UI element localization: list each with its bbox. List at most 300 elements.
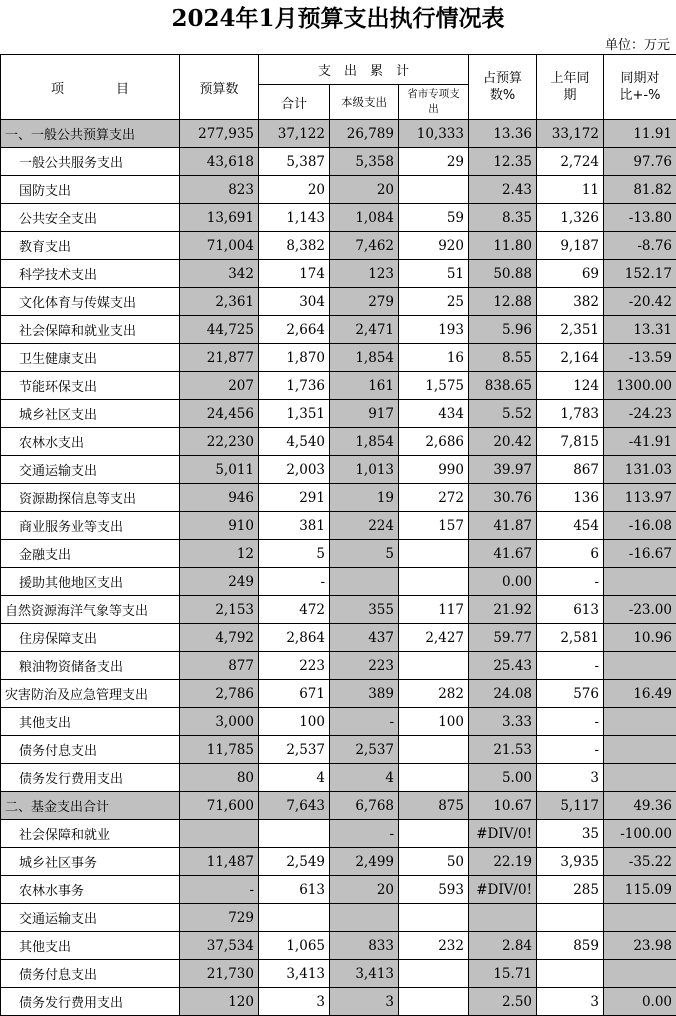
row-name-cell: 交通运输支出 bbox=[1, 456, 180, 484]
table-row bbox=[1, 932, 676, 960]
pct-cell: 25.43 bbox=[469, 652, 537, 680]
yoy-cell bbox=[604, 736, 676, 764]
yoy-cell: 49.36 bbox=[604, 792, 676, 820]
provincial-cell bbox=[399, 988, 469, 1016]
pct-cell: #DIV/0! bbox=[469, 820, 537, 848]
last-year-cell: 136 bbox=[537, 484, 604, 512]
total-cell: 1,065 bbox=[259, 932, 330, 960]
table-row bbox=[1, 820, 676, 848]
yoy-cell: 23.98 bbox=[604, 932, 676, 960]
last-year-cell: 1,326 bbox=[537, 204, 604, 232]
provincial-cell: 10,333 bbox=[399, 120, 469, 148]
row-name-cell: 社会保障和就业 bbox=[1, 820, 180, 848]
local-cell: 7,462 bbox=[330, 232, 399, 260]
row-name-cell: 债务发行费用支出 bbox=[1, 988, 180, 1016]
table-row bbox=[1, 792, 676, 820]
pct-cell: 41.87 bbox=[469, 512, 537, 540]
budget-cell: 44,725 bbox=[180, 316, 259, 344]
pct-cell: 41.67 bbox=[469, 540, 537, 568]
pct-cell: #DIV/0! bbox=[469, 876, 537, 904]
budget-cell: 71,004 bbox=[180, 232, 259, 260]
provincial-cell bbox=[399, 736, 469, 764]
header-yoy: 同期对比+-% bbox=[604, 55, 676, 120]
budget-cell bbox=[180, 820, 259, 848]
local-cell bbox=[330, 904, 399, 932]
last-year-cell: 859 bbox=[537, 932, 604, 960]
last-year-cell: 454 bbox=[537, 512, 604, 540]
budget-cell: 80 bbox=[180, 764, 259, 792]
yoy-cell: -8.76 bbox=[604, 232, 676, 260]
budget-cell: 3,000 bbox=[180, 708, 259, 736]
budget-cell: 13,691 bbox=[180, 204, 259, 232]
table-row bbox=[1, 512, 676, 540]
last-year-cell: 2,724 bbox=[537, 148, 604, 176]
total-cell: 613 bbox=[259, 876, 330, 904]
budget-cell: 21,730 bbox=[180, 960, 259, 988]
local-cell: 355 bbox=[330, 596, 399, 624]
provincial-cell: 272 bbox=[399, 484, 469, 512]
local-cell: 123 bbox=[330, 260, 399, 288]
header-item-label: 项 目 bbox=[51, 82, 129, 97]
table-row bbox=[1, 652, 676, 680]
local-cell: 20 bbox=[330, 876, 399, 904]
total-cell: 1,870 bbox=[259, 344, 330, 372]
total-cell: - bbox=[259, 568, 330, 596]
table-row bbox=[1, 736, 676, 764]
yoy-cell: -41.91 bbox=[604, 428, 676, 456]
budget-cell: 22,230 bbox=[180, 428, 259, 456]
pct-cell: 838.65 bbox=[469, 372, 537, 400]
pct-cell: 2.50 bbox=[469, 988, 537, 1016]
row-name-cell: 商业服务业等支出 bbox=[1, 512, 180, 540]
header-last-year: 上年同期 bbox=[537, 55, 604, 120]
pct-cell: 2.43 bbox=[469, 176, 537, 204]
total-cell: 2,537 bbox=[259, 736, 330, 764]
total-cell: 4,540 bbox=[259, 428, 330, 456]
last-year-cell: 35 bbox=[537, 820, 604, 848]
provincial-cell: 25 bbox=[399, 288, 469, 316]
provincial-cell bbox=[399, 176, 469, 204]
provincial-cell: 51 bbox=[399, 260, 469, 288]
provincial-cell bbox=[399, 540, 469, 568]
budget-cell: 37,534 bbox=[180, 932, 259, 960]
yoy-cell: 152.17 bbox=[604, 260, 676, 288]
yoy-cell: 0.00 bbox=[604, 988, 676, 1016]
total-cell: 100 bbox=[259, 708, 330, 736]
pct-cell: 12.88 bbox=[469, 288, 537, 316]
local-cell: 19 bbox=[330, 484, 399, 512]
table-header bbox=[1, 55, 676, 120]
yoy-cell: 81.82 bbox=[604, 176, 676, 204]
pct-cell: 5.00 bbox=[469, 764, 537, 792]
total-cell: 20 bbox=[259, 176, 330, 204]
table-row bbox=[1, 148, 676, 176]
pct-cell: 0.00 bbox=[469, 568, 537, 596]
yoy-cell: -13.59 bbox=[604, 344, 676, 372]
yoy-cell bbox=[604, 568, 676, 596]
yoy-cell: 13.31 bbox=[604, 316, 676, 344]
last-year-cell: 2,164 bbox=[537, 344, 604, 372]
last-year-cell: 2,351 bbox=[537, 316, 604, 344]
local-cell: 161 bbox=[330, 372, 399, 400]
yoy-cell: 131.03 bbox=[604, 456, 676, 484]
last-year-cell: 5,117 bbox=[537, 792, 604, 820]
budget-cell: - bbox=[180, 876, 259, 904]
budget-cell: 11,487 bbox=[180, 848, 259, 876]
local-cell: - bbox=[330, 820, 399, 848]
last-year-cell: 69 bbox=[537, 260, 604, 288]
total-cell: 3,413 bbox=[259, 960, 330, 988]
row-name-cell: 科学技术支出 bbox=[1, 260, 180, 288]
pct-cell: 8.35 bbox=[469, 204, 537, 232]
local-cell: 6,768 bbox=[330, 792, 399, 820]
local-cell: 2,471 bbox=[330, 316, 399, 344]
row-name-cell: 节能环保支出 bbox=[1, 372, 180, 400]
budget-cell: 120 bbox=[180, 988, 259, 1016]
budget-cell: 21,877 bbox=[180, 344, 259, 372]
total-cell: 1,736 bbox=[259, 372, 330, 400]
budget-cell: 12 bbox=[180, 540, 259, 568]
header-cumulative: 支 出 累 计 bbox=[259, 55, 469, 85]
table-row bbox=[1, 260, 676, 288]
yoy-cell bbox=[604, 652, 676, 680]
table-row bbox=[1, 708, 676, 736]
budget-cell: 249 bbox=[180, 568, 259, 596]
last-year-cell: - bbox=[537, 736, 604, 764]
pct-cell: 39.97 bbox=[469, 456, 537, 484]
budget-cell: 2,786 bbox=[180, 680, 259, 708]
budget-cell: 43,618 bbox=[180, 148, 259, 176]
local-cell: 389 bbox=[330, 680, 399, 708]
provincial-cell: 1,575 bbox=[399, 372, 469, 400]
table-row bbox=[1, 288, 676, 316]
pct-cell: 20.42 bbox=[469, 428, 537, 456]
yoy-cell: 1300.00 bbox=[604, 372, 676, 400]
last-year-cell: 382 bbox=[537, 288, 604, 316]
table-row bbox=[1, 344, 676, 372]
total-cell: 3 bbox=[259, 988, 330, 1016]
table-row bbox=[1, 120, 676, 148]
yoy-cell: -100.00 bbox=[604, 820, 676, 848]
last-year-cell: 2,581 bbox=[537, 624, 604, 652]
local-cell: 1,013 bbox=[330, 456, 399, 484]
row-name-cell: 债务付息支出 bbox=[1, 736, 180, 764]
table-row bbox=[1, 596, 676, 624]
local-cell: 4 bbox=[330, 764, 399, 792]
budget-cell: 342 bbox=[180, 260, 259, 288]
provincial-cell bbox=[399, 904, 469, 932]
local-cell: 917 bbox=[330, 400, 399, 428]
last-year-cell: 867 bbox=[537, 456, 604, 484]
budget-cell: 11,785 bbox=[180, 736, 259, 764]
unit-label: 单位：万元 bbox=[605, 36, 670, 54]
yoy-cell bbox=[604, 904, 676, 932]
provincial-cell: 193 bbox=[399, 316, 469, 344]
table-row bbox=[1, 540, 676, 568]
last-year-cell: 7,815 bbox=[537, 428, 604, 456]
local-cell bbox=[330, 568, 399, 596]
row-name-cell: 灾害防治及应急管理支出 bbox=[1, 680, 180, 708]
provincial-cell: 2,427 bbox=[399, 624, 469, 652]
budget-cell: 946 bbox=[180, 484, 259, 512]
last-year-cell: 576 bbox=[537, 680, 604, 708]
yoy-cell: 115.09 bbox=[604, 876, 676, 904]
table-title: 2024年1月预算支出执行情况表 bbox=[0, 0, 676, 36]
pct-cell: 13.36 bbox=[469, 120, 537, 148]
total-cell: 223 bbox=[259, 652, 330, 680]
pct-cell: 12.35 bbox=[469, 148, 537, 176]
pct-cell: 5.52 bbox=[469, 400, 537, 428]
row-name-cell: 农林水事务 bbox=[1, 876, 180, 904]
total-cell: 2,664 bbox=[259, 316, 330, 344]
pct-cell: 15.71 bbox=[469, 960, 537, 988]
row-name-cell: 一、一般公共预算支出 bbox=[1, 120, 180, 148]
pct-cell: 8.55 bbox=[469, 344, 537, 372]
budget-cell: 5,011 bbox=[180, 456, 259, 484]
pct-cell: 2.84 bbox=[469, 932, 537, 960]
provincial-cell: 100 bbox=[399, 708, 469, 736]
provincial-cell: 282 bbox=[399, 680, 469, 708]
table-row bbox=[1, 876, 676, 904]
total-cell: 2,549 bbox=[259, 848, 330, 876]
last-year-cell bbox=[537, 904, 604, 932]
provincial-cell: 59 bbox=[399, 204, 469, 232]
table-row bbox=[1, 568, 676, 596]
provincial-cell: 50 bbox=[399, 848, 469, 876]
provincial-cell: 593 bbox=[399, 876, 469, 904]
total-cell: 2,003 bbox=[259, 456, 330, 484]
budget-cell: 277,935 bbox=[180, 120, 259, 148]
local-cell: 3,413 bbox=[330, 960, 399, 988]
provincial-cell: 232 bbox=[399, 932, 469, 960]
total-cell: 37,122 bbox=[259, 120, 330, 148]
row-name-cell: 城乡社区事务 bbox=[1, 848, 180, 876]
table-row bbox=[1, 428, 676, 456]
table-row bbox=[1, 624, 676, 652]
last-year-cell: 3,935 bbox=[537, 848, 604, 876]
yoy-cell: 113.97 bbox=[604, 484, 676, 512]
provincial-cell: 157 bbox=[399, 512, 469, 540]
provincial-cell: 434 bbox=[399, 400, 469, 428]
budget-cell: 823 bbox=[180, 176, 259, 204]
row-name-cell: 住房保障支出 bbox=[1, 624, 180, 652]
row-name-cell: 国防支出 bbox=[1, 176, 180, 204]
local-cell: 5,358 bbox=[330, 148, 399, 176]
header-total: 合计 bbox=[259, 85, 330, 120]
local-cell: 5 bbox=[330, 540, 399, 568]
local-cell: 833 bbox=[330, 932, 399, 960]
provincial-cell bbox=[399, 820, 469, 848]
last-year-cell: 1,783 bbox=[537, 400, 604, 428]
row-name-cell: 城乡社区支出 bbox=[1, 400, 180, 428]
total-cell: 7,643 bbox=[259, 792, 330, 820]
pct-cell: 21.92 bbox=[469, 596, 537, 624]
table-row bbox=[1, 988, 676, 1016]
provincial-cell: 2,686 bbox=[399, 428, 469, 456]
yoy-cell: -35.22 bbox=[604, 848, 676, 876]
local-cell: 223 bbox=[330, 652, 399, 680]
table-row bbox=[1, 456, 676, 484]
yoy-cell: 97.76 bbox=[604, 148, 676, 176]
total-cell: 671 bbox=[259, 680, 330, 708]
local-cell: 1,854 bbox=[330, 344, 399, 372]
budget-cell: 2,153 bbox=[180, 596, 259, 624]
table-row bbox=[1, 960, 676, 988]
local-cell: 26,789 bbox=[330, 120, 399, 148]
total-cell: 174 bbox=[259, 260, 330, 288]
budget-cell: 910 bbox=[180, 512, 259, 540]
header-item bbox=[1, 55, 180, 120]
table-row bbox=[1, 680, 676, 708]
total-cell: 4 bbox=[259, 764, 330, 792]
budget-cell: 24,456 bbox=[180, 400, 259, 428]
row-name-cell: 援助其他地区支出 bbox=[1, 568, 180, 596]
table-row bbox=[1, 400, 676, 428]
total-cell bbox=[259, 820, 330, 848]
last-year-cell: - bbox=[537, 652, 604, 680]
row-name-cell: 其他支出 bbox=[1, 932, 180, 960]
provincial-cell: 16 bbox=[399, 344, 469, 372]
budget-cell: 207 bbox=[180, 372, 259, 400]
row-name-cell: 债务付息支出 bbox=[1, 960, 180, 988]
provincial-cell: 117 bbox=[399, 596, 469, 624]
total-cell: 472 bbox=[259, 596, 330, 624]
local-cell: - bbox=[330, 708, 399, 736]
provincial-cell bbox=[399, 960, 469, 988]
row-name-cell: 债务发行费用支出 bbox=[1, 764, 180, 792]
local-cell: 2,537 bbox=[330, 736, 399, 764]
header-pct-budget: 占预算数% bbox=[469, 55, 537, 120]
total-cell: 5,387 bbox=[259, 148, 330, 176]
last-year-cell bbox=[537, 960, 604, 988]
provincial-cell: 875 bbox=[399, 792, 469, 820]
header-provincial: 省市专项支出 bbox=[399, 85, 469, 120]
header-budget: 预算数 bbox=[180, 55, 259, 120]
pct-cell: 30.76 bbox=[469, 484, 537, 512]
total-cell: 2,864 bbox=[259, 624, 330, 652]
local-cell: 20 bbox=[330, 176, 399, 204]
row-name-cell: 社会保障和就业支出 bbox=[1, 316, 180, 344]
yoy-cell bbox=[604, 960, 676, 988]
total-cell: 1,351 bbox=[259, 400, 330, 428]
local-cell: 2,499 bbox=[330, 848, 399, 876]
provincial-cell bbox=[399, 568, 469, 596]
last-year-cell: - bbox=[537, 708, 604, 736]
table-row bbox=[1, 316, 676, 344]
budget-cell: 729 bbox=[180, 904, 259, 932]
provincial-cell bbox=[399, 652, 469, 680]
table-body bbox=[1, 120, 676, 1016]
yoy-cell: -16.08 bbox=[604, 512, 676, 540]
yoy-cell: -13.80 bbox=[604, 204, 676, 232]
row-name-cell: 农林水支出 bbox=[1, 428, 180, 456]
table-row bbox=[1, 484, 676, 512]
row-name-cell: 卫生健康支出 bbox=[1, 344, 180, 372]
table-row bbox=[1, 848, 676, 876]
provincial-cell: 990 bbox=[399, 456, 469, 484]
row-name-cell: 一般公共服务支出 bbox=[1, 148, 180, 176]
row-name-cell: 教育支出 bbox=[1, 232, 180, 260]
total-cell: 304 bbox=[259, 288, 330, 316]
yoy-cell bbox=[604, 708, 676, 736]
total-cell: 291 bbox=[259, 484, 330, 512]
yoy-cell: -24.23 bbox=[604, 400, 676, 428]
local-cell: 3 bbox=[330, 988, 399, 1016]
yoy-cell: -23.00 bbox=[604, 596, 676, 624]
table-row bbox=[1, 204, 676, 232]
last-year-cell: 6 bbox=[537, 540, 604, 568]
last-year-cell: 33,172 bbox=[537, 120, 604, 148]
pct-cell: 5.96 bbox=[469, 316, 537, 344]
pct-cell: 24.08 bbox=[469, 680, 537, 708]
row-name-cell: 资源勘探信息等支出 bbox=[1, 484, 180, 512]
yoy-cell: 16.49 bbox=[604, 680, 676, 708]
last-year-cell: 11 bbox=[537, 176, 604, 204]
pct-cell bbox=[469, 904, 537, 932]
yoy-cell bbox=[604, 764, 676, 792]
total-cell: 381 bbox=[259, 512, 330, 540]
pct-cell: 22.19 bbox=[469, 848, 537, 876]
pct-cell: 50.88 bbox=[469, 260, 537, 288]
last-year-cell: 285 bbox=[537, 876, 604, 904]
total-cell: 5 bbox=[259, 540, 330, 568]
row-name-cell: 公共安全支出 bbox=[1, 204, 180, 232]
last-year-cell: 3 bbox=[537, 764, 604, 792]
table-row bbox=[1, 232, 676, 260]
row-name-cell: 金融支出 bbox=[1, 540, 180, 568]
row-name-cell: 二、基金支出合计 bbox=[1, 792, 180, 820]
last-year-cell: 613 bbox=[537, 596, 604, 624]
total-cell: 1,143 bbox=[259, 204, 330, 232]
local-cell: 279 bbox=[330, 288, 399, 316]
pct-cell: 21.53 bbox=[469, 736, 537, 764]
pct-cell: 11.80 bbox=[469, 232, 537, 260]
budget-cell: 877 bbox=[180, 652, 259, 680]
yoy-cell: -20.42 bbox=[604, 288, 676, 316]
local-cell: 224 bbox=[330, 512, 399, 540]
table-row bbox=[1, 372, 676, 400]
pct-cell: 10.67 bbox=[469, 792, 537, 820]
provincial-cell: 920 bbox=[399, 232, 469, 260]
yoy-cell: 10.96 bbox=[604, 624, 676, 652]
yoy-cell: 11.91 bbox=[604, 120, 676, 148]
total-cell: 8,382 bbox=[259, 232, 330, 260]
budget-cell: 2,361 bbox=[180, 288, 259, 316]
row-name-cell: 粮油物资储备支出 bbox=[1, 652, 180, 680]
row-name-cell: 自然资源海洋气象等支出 bbox=[1, 596, 180, 624]
budget-cell: 71,600 bbox=[180, 792, 259, 820]
row-name-cell: 文化体育与传媒支出 bbox=[1, 288, 180, 316]
total-cell bbox=[259, 904, 330, 932]
last-year-cell: 3 bbox=[537, 988, 604, 1016]
row-name-cell: 交通运输支出 bbox=[1, 904, 180, 932]
local-cell: 437 bbox=[330, 624, 399, 652]
table-row bbox=[1, 764, 676, 792]
row-name-cell: 其他支出 bbox=[1, 708, 180, 736]
budget-cell: 4,792 bbox=[180, 624, 259, 652]
provincial-cell: 29 bbox=[399, 148, 469, 176]
last-year-cell: 124 bbox=[537, 372, 604, 400]
local-cell: 1,854 bbox=[330, 428, 399, 456]
table-row bbox=[1, 904, 676, 932]
header-local: 本级支出 bbox=[330, 85, 399, 120]
provincial-cell bbox=[399, 764, 469, 792]
yoy-cell: -16.67 bbox=[604, 540, 676, 568]
budget-table bbox=[0, 54, 676, 1016]
last-year-cell: 9,187 bbox=[537, 232, 604, 260]
last-year-cell: - bbox=[537, 568, 604, 596]
pct-cell: 3.33 bbox=[469, 708, 537, 736]
